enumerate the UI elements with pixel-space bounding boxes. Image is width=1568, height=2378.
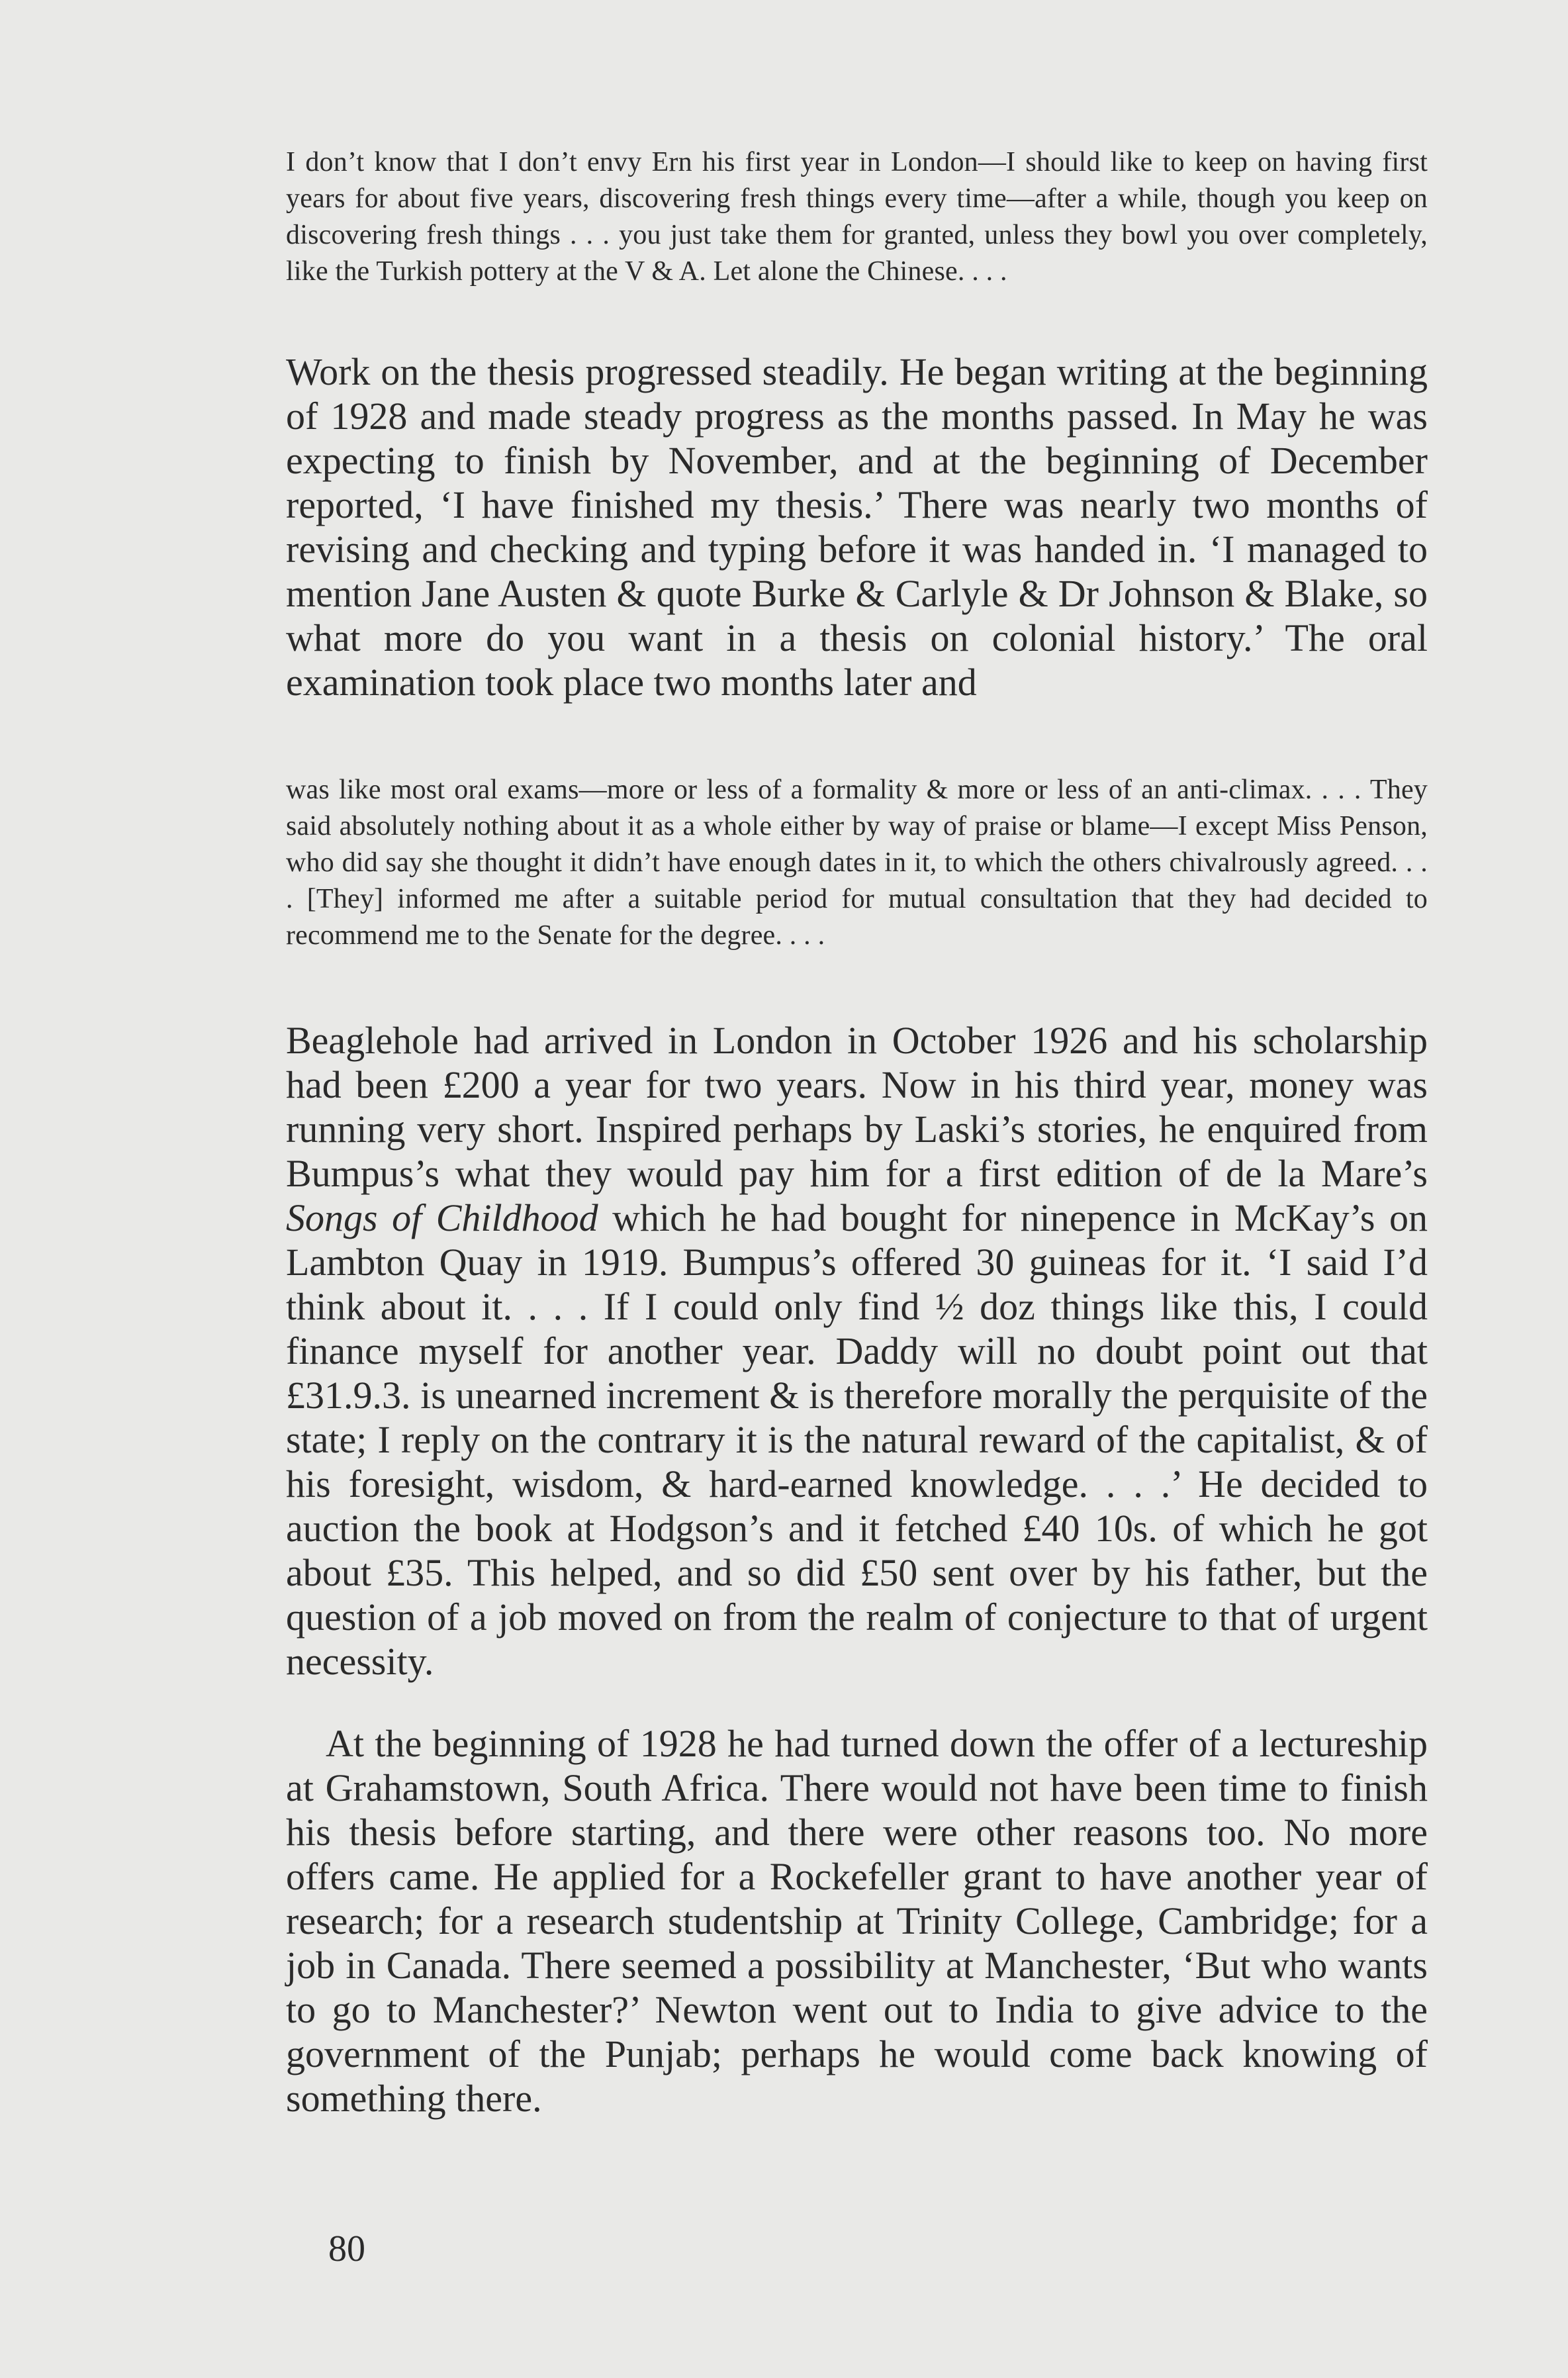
body-paragraph-thesis: Work on the thesis progressed steadily. He began writing at the beginning of 1928 and made steady progress as the months passed. In May he was expecting to finish by November, and at the beginning of December reported, ‘I have finished my thesis.’ There was nearly two months of revising and checking and typing before it was handed in. ‘I managed to mention Jane Austen & quote Burke & Carlyle & Dr Johnson & Blake, so what more do you want in a thesis on colonial history.’ The oral examination took place two months later and	[286, 350, 1428, 704]
paragraph-text-start: Beaglehole had arrived in London in October 1926 and his scholarship had been £200 a year for two years. Now in his third year, money was running very short. Inspired perhaps by Laski’s stories, he enquired from Bumpus’s what they would pay him for a first edition of de la Mare’s	[286, 1019, 1428, 1195]
book-title: Songs of Childhood	[286, 1196, 598, 1239]
block-quote-letter-1: I don’t know that I don’t envy Ern his first year in London—I should like to keep on having first years for about five years, discovering fresh things every time—after a while, though you keep on discovering fresh things . . . you just take them for granted, unless they bowl you over completely, like the Turkish pottery at the V & A. Let alone the Chinese. . . .	[286, 147, 1428, 287]
block-quote-letter-2: was like most oral exams—more or less of a formality & more or less of an anti-climax. . . . They said absolutely nothing about it as a whole either by way of praise or blame—I except Miss Penson, who did say she thought it didn’t have enough dates in it, to which the others chivalrously agreed. . . . [They] informed me after a suitable period for mutual consultation that they had decided to recommend me to the Senate for the degree. . . .	[286, 775, 1428, 951]
body-paragraph-job-search: At the beginning of 1928 he had turned down the offer of a lectureship at Grahamstown, South Africa. There would not have been time to finish his thesis before starting, and there were other reasons too. No more offers came. He applied for a Rockefeller grant to have another year of research; for a research studentship at Trinity College, Cambridge; for a job in Canada. There seemed a possibility at Manchester, ‘But who wants to go to Manchester?’ Newton went out to India to give advice to the government of the Punjab; perhaps he would come back knowing of something there.	[286, 1722, 1428, 2120]
page-number: 80	[328, 2228, 365, 2269]
paragraph-text-end: which he had bought for ninepence in McKay’s on Lambton Quay in 1919. Bumpus’s offered 30 guineas for it. ‘I said I’d think about it. . . . If I could only find ½ doz things like this, I could finance myself for another year. Daddy will no doubt point out that £31.9.3. is unearned increment & is therefore morally the perquisite of the state; I reply on the contrary it is the natural reward of the capitalist, & of his foresight, wisdom, & hard-earned knowledge. . . .’ He decided to auction the book at Hodgson’s and it fetched £40 10s. of which he got about £35. This helped, and so did £50 sent over by his father, but the question of a job moved on from the realm of conjecture to that of urgent necessity.	[286, 1196, 1428, 1683]
body-paragraph-money	[286, 1018, 1428, 1684]
